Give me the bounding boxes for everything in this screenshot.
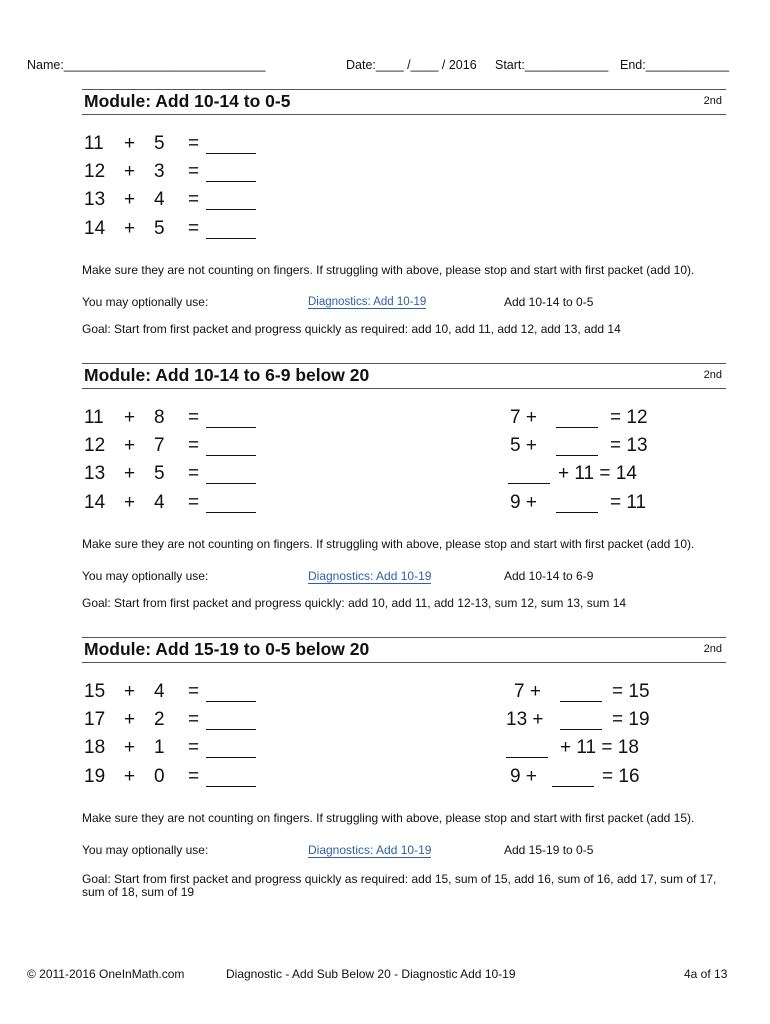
answer-blank[interactable] — [206, 737, 256, 758]
operator: + — [124, 435, 136, 456]
date-field[interactable]: Date:____ /____ / 2016 — [346, 58, 477, 72]
equals: = — [188, 218, 200, 239]
addend-b: 4 — [154, 681, 165, 702]
answer-blank[interactable] — [206, 463, 256, 484]
missing-addend-row — [508, 463, 708, 487]
addend-b: 5 — [154, 463, 165, 484]
addend-a: 12 — [84, 435, 106, 456]
page-number: 4a of 13 — [684, 967, 728, 981]
operator: + — [124, 737, 136, 758]
equals: = — [188, 681, 200, 702]
module-title: Module: Add 10-14 to 6-9 below 20 — [84, 365, 370, 385]
footer-title: Diagnostic - Add Sub Below 20 - Diagnostic Add 10-19 — [226, 967, 516, 981]
equals: = — [188, 463, 200, 484]
operator: + — [124, 681, 136, 702]
answer-blank[interactable] — [556, 435, 598, 456]
problem-prefix: 7 + — [514, 681, 541, 702]
operator: + — [124, 492, 136, 513]
grade-label: 2nd — [703, 95, 722, 107]
addend-b: 4 — [154, 492, 165, 513]
instruction-note: Make sure they are not counting on fingers. If struggling with above, please stop and start with first packet (add 10). — [82, 537, 695, 551]
answer-blank[interactable] — [560, 709, 602, 730]
answer-blank[interactable] — [206, 407, 256, 428]
answer-blank[interactable] — [206, 492, 256, 513]
sub-module-label: Add 10-14 to 6-9 — [504, 569, 594, 583]
module-section — [82, 637, 726, 907]
problem-prefix: 9 + — [510, 492, 537, 513]
missing-addend-row — [506, 737, 706, 761]
answer-blank[interactable] — [552, 766, 594, 787]
grade-label: 2nd — [703, 369, 722, 381]
addend-a: 13 — [84, 463, 106, 484]
missing-addend-row — [510, 435, 710, 459]
problem-prefix: 13 + — [506, 709, 544, 730]
grade-label: 2nd — [703, 643, 722, 655]
diagnostics-link[interactable]: Diagnostics: Add 10-19 — [308, 296, 427, 308]
operator: + — [124, 709, 136, 730]
answer-blank[interactable] — [206, 681, 256, 702]
start-time-field[interactable]: Start:____________ — [495, 58, 609, 72]
module-title: Module: Add 10-14 to 0-5 — [84, 91, 291, 111]
missing-addend-row — [510, 492, 710, 516]
operator: + — [124, 133, 136, 154]
missing-addend-row — [510, 766, 710, 790]
module-section — [82, 89, 726, 349]
answer-blank[interactable] — [206, 189, 256, 210]
addend-b: 7 — [154, 435, 165, 456]
problem-suffix: = 16 — [602, 766, 640, 787]
addend-b: 8 — [154, 407, 165, 428]
equals: = — [188, 189, 200, 210]
operator: + — [124, 161, 136, 182]
goal-text: Goal: Start from first packet and progress quickly as required: add 15, sum of 15, add 16, sum of 16, add 17, sum of 17, sum of 18, sum of 19 — [82, 872, 717, 899]
addend-a: 14 — [84, 492, 106, 513]
equals: = — [188, 766, 200, 787]
addend-a: 11 — [84, 133, 104, 154]
problem-suffix: = 11 — [610, 492, 647, 513]
answer-blank[interactable] — [506, 737, 548, 758]
addend-a: 11 — [84, 407, 104, 428]
footer-copyright: © 2011-2016 OneInMath.com — [27, 967, 185, 981]
addend-a: 14 — [84, 218, 106, 239]
addend-b: 5 — [154, 218, 165, 239]
addend-a: 17 — [84, 709, 106, 730]
addend-b: 5 — [154, 133, 165, 154]
addend-a: 13 — [84, 189, 106, 210]
equals: = — [188, 709, 200, 730]
problem-suffix: = 12 — [610, 407, 648, 428]
equals: = — [188, 435, 200, 456]
addend-b: 0 — [154, 766, 165, 787]
equals: = — [188, 737, 200, 758]
module-header — [82, 89, 726, 115]
optional-label: You may optionally use: — [82, 843, 209, 857]
module-header — [82, 363, 726, 389]
addend-b: 3 — [154, 161, 165, 182]
module-title: Module: Add 15-19 to 0-5 below 20 — [84, 639, 370, 659]
answer-blank[interactable] — [206, 435, 256, 456]
problem-prefix: 5 + — [510, 435, 537, 456]
problem-suffix: + 11 = 18 — [560, 737, 639, 758]
operator: + — [124, 766, 136, 787]
operator: + — [124, 407, 136, 428]
name-field[interactable]: Name:_____________________________ — [27, 58, 266, 72]
end-time-field[interactable]: End:____________ — [620, 58, 730, 72]
instruction-note: Make sure they are not counting on fingers. If struggling with above, please stop and start with first packet (add 15). — [82, 811, 695, 825]
diagnostics-link[interactable]: Diagnostics: Add 10-19 — [308, 569, 432, 583]
operator: + — [124, 189, 136, 210]
missing-addend-row — [510, 407, 710, 431]
problem-suffix: + 11 = 14 — [558, 463, 637, 484]
answer-blank[interactable] — [206, 766, 256, 787]
problem-prefix: 9 + — [510, 766, 537, 787]
module-section — [82, 363, 726, 623]
sub-module-label: Add 15-19 to 0-5 — [504, 843, 594, 857]
operator: + — [124, 463, 136, 484]
answer-blank[interactable] — [560, 681, 602, 702]
instruction-note: Make sure they are not counting on fingers. If struggling with above, please stop and start with first packet (add 10). — [82, 263, 695, 277]
optional-label: You may optionally use: — [82, 295, 209, 309]
answer-blank[interactable] — [556, 492, 598, 513]
addend-a: 18 — [84, 737, 106, 758]
module-header — [82, 637, 726, 663]
answer-blank[interactable] — [206, 161, 256, 182]
addend-a: 12 — [84, 161, 106, 182]
problem-suffix: = 15 — [612, 681, 650, 702]
answer-blank[interactable] — [206, 133, 256, 154]
addend-b: 2 — [154, 709, 165, 730]
operator: + — [124, 218, 136, 239]
addend-b: 4 — [154, 189, 165, 210]
problem-prefix: 7 + — [510, 407, 537, 428]
diagnostics-link[interactable]: Diagnostics: Add 10-19 — [308, 843, 432, 857]
equals: = — [188, 492, 200, 513]
answer-blank[interactable] — [206, 709, 256, 730]
equals: = — [188, 133, 200, 154]
optional-label: You may optionally use: — [82, 569, 209, 583]
addend-a: 19 — [84, 766, 106, 787]
goal-text: Goal: Start from first packet and progress quickly as required: add 10, add 11, add 12, add 13, add 14 — [82, 322, 621, 336]
sub-module-label: Add 10-14 to 0-5 — [504, 295, 594, 309]
problem-suffix: = 19 — [612, 709, 650, 730]
missing-addend-row — [506, 709, 706, 733]
equals: = — [188, 161, 200, 182]
addend-a: 15 — [84, 681, 106, 702]
answer-blank[interactable] — [556, 407, 598, 428]
answer-blank[interactable] — [508, 463, 550, 484]
problem-suffix: = 13 — [610, 435, 648, 456]
missing-addend-row — [514, 681, 714, 705]
answer-blank[interactable] — [206, 218, 256, 239]
goal-text: Goal: Start from first packet and progress quickly: add 10, add 11, add 12-13, sum 12, sum 13, sum 14 — [82, 596, 627, 610]
addend-b: 1 — [154, 737, 165, 758]
equals: = — [188, 407, 200, 428]
